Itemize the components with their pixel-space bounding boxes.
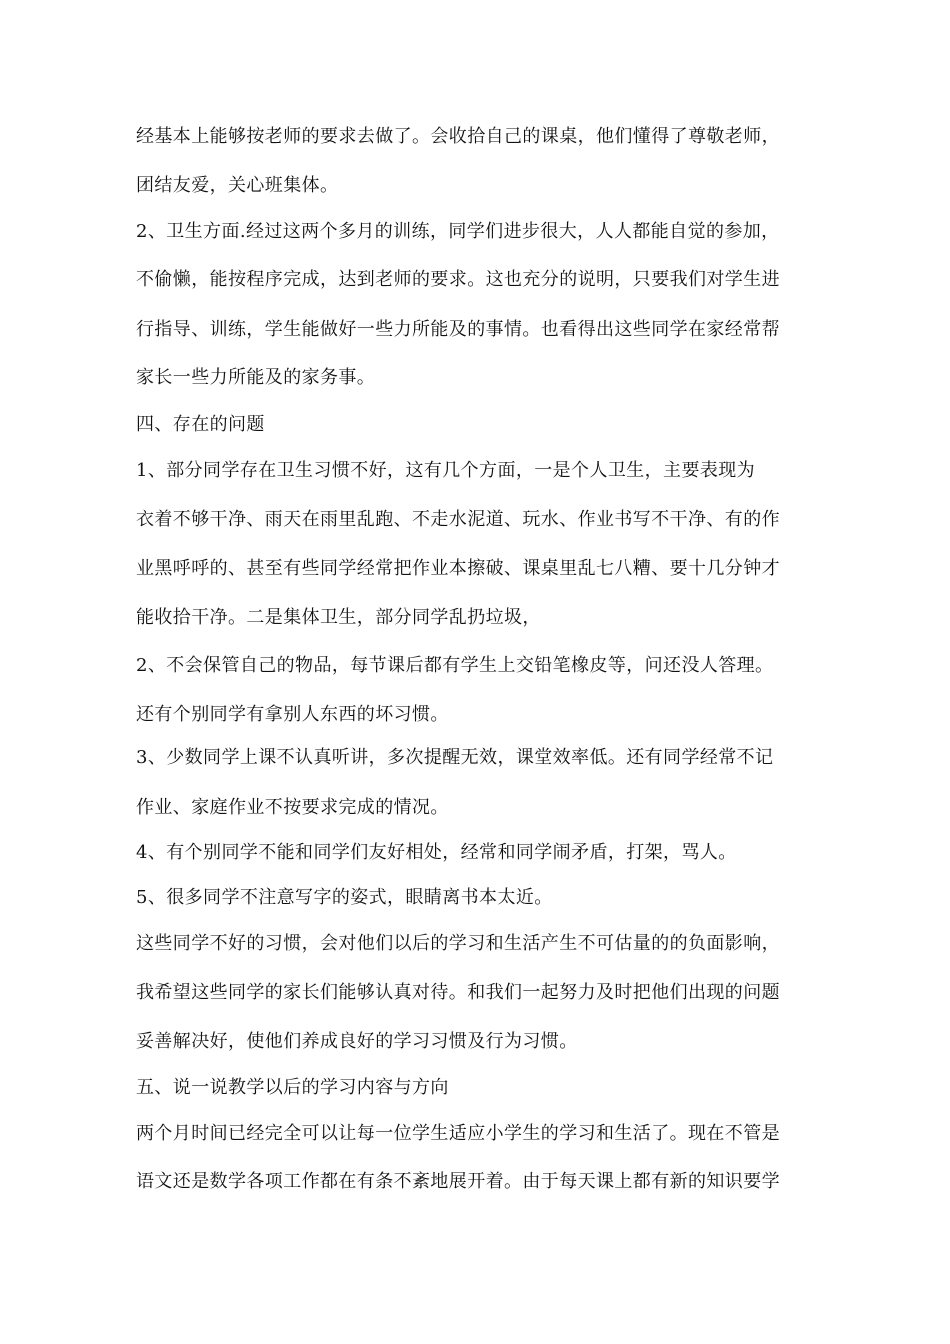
text-line: 我希望这些同学的家长们能够认真对待。和我们一起努力及时把他们出现的问题 — [136, 982, 780, 1003]
section-heading: 四、存在的问题 — [136, 414, 265, 435]
text-line: 家长一些力所能及的家务事。 — [136, 367, 376, 388]
text-line: 1、部分同学存在卫生习惯不好，这有几个方面，一是个人卫生，主要表现为 — [136, 460, 756, 481]
text-line: 衣着不够干净、雨天在雨里乱跑、不走水泥道、玩水、作业书写不干净、有的作 — [136, 509, 780, 530]
text-line: 2、卫生方面.经过这两个多月的训练，同学们进步很大，人人都能自觉的参加， — [136, 221, 780, 242]
text-line: 经基本上能够按老师的要求去做了。会收拾自己的课桌，他们懂得了尊敬老师， — [136, 126, 780, 147]
text-line: 语文还是数学各项工作都在有条不紊地展开着。由于每天课上都有新的知识要学 — [136, 1171, 780, 1192]
text-line: 这些同学不好的习惯，会对他们以后的学习和生活产生不可估量的的负面影响， — [136, 933, 780, 954]
text-line: 3、少数同学上课不认真听讲，多次提醒无效，课堂效率低。还有同学经常不记 — [136, 747, 774, 768]
text-line: 5、很多同学不注意写字的姿式，眼睛离书本太近。 — [136, 887, 553, 908]
section-heading: 五、说一说教学以后的学习内容与方向 — [136, 1077, 449, 1098]
text-line: 妥善解决好，使他们养成良好的学习习惯及行为习惯。 — [136, 1031, 578, 1052]
text-line: 行指导、训练，学生能做好一些力所能及的事情。也看得出这些同学在家经常帮 — [136, 319, 780, 340]
text-line: 团结友爱，关心班集体。 — [136, 175, 339, 196]
text-line: 作业、家庭作业不按要求完成的情况。 — [136, 797, 449, 818]
text-line: 两个月时间已经完全可以让每一位学生适应小学生的学习和生活了。现在不管是 — [136, 1123, 780, 1144]
text-line: 业黑呼呼的、甚至有些同学经常把作业本擦破、课桌里乱七八糟、要十几分钟才 — [136, 558, 780, 579]
text-line: 还有个别同学有拿别人东西的坏习惯。 — [136, 704, 449, 725]
text-line: 能收拾干净。二是集体卫生，部分同学乱扔垃圾， — [136, 607, 541, 628]
text-line: 4、有个别同学不能和同学们友好相处，经常和同学闹矛盾，打架，骂人。 — [136, 842, 737, 863]
text-line: 2、不会保管自己的物品，每节课后都有学生上交铅笔橡皮等，问还没人答理。 — [136, 655, 774, 676]
text-line: 不偷懒，能按程序完成，达到老师的要求。这也充分的说明，只要我们对学生进 — [136, 269, 780, 290]
